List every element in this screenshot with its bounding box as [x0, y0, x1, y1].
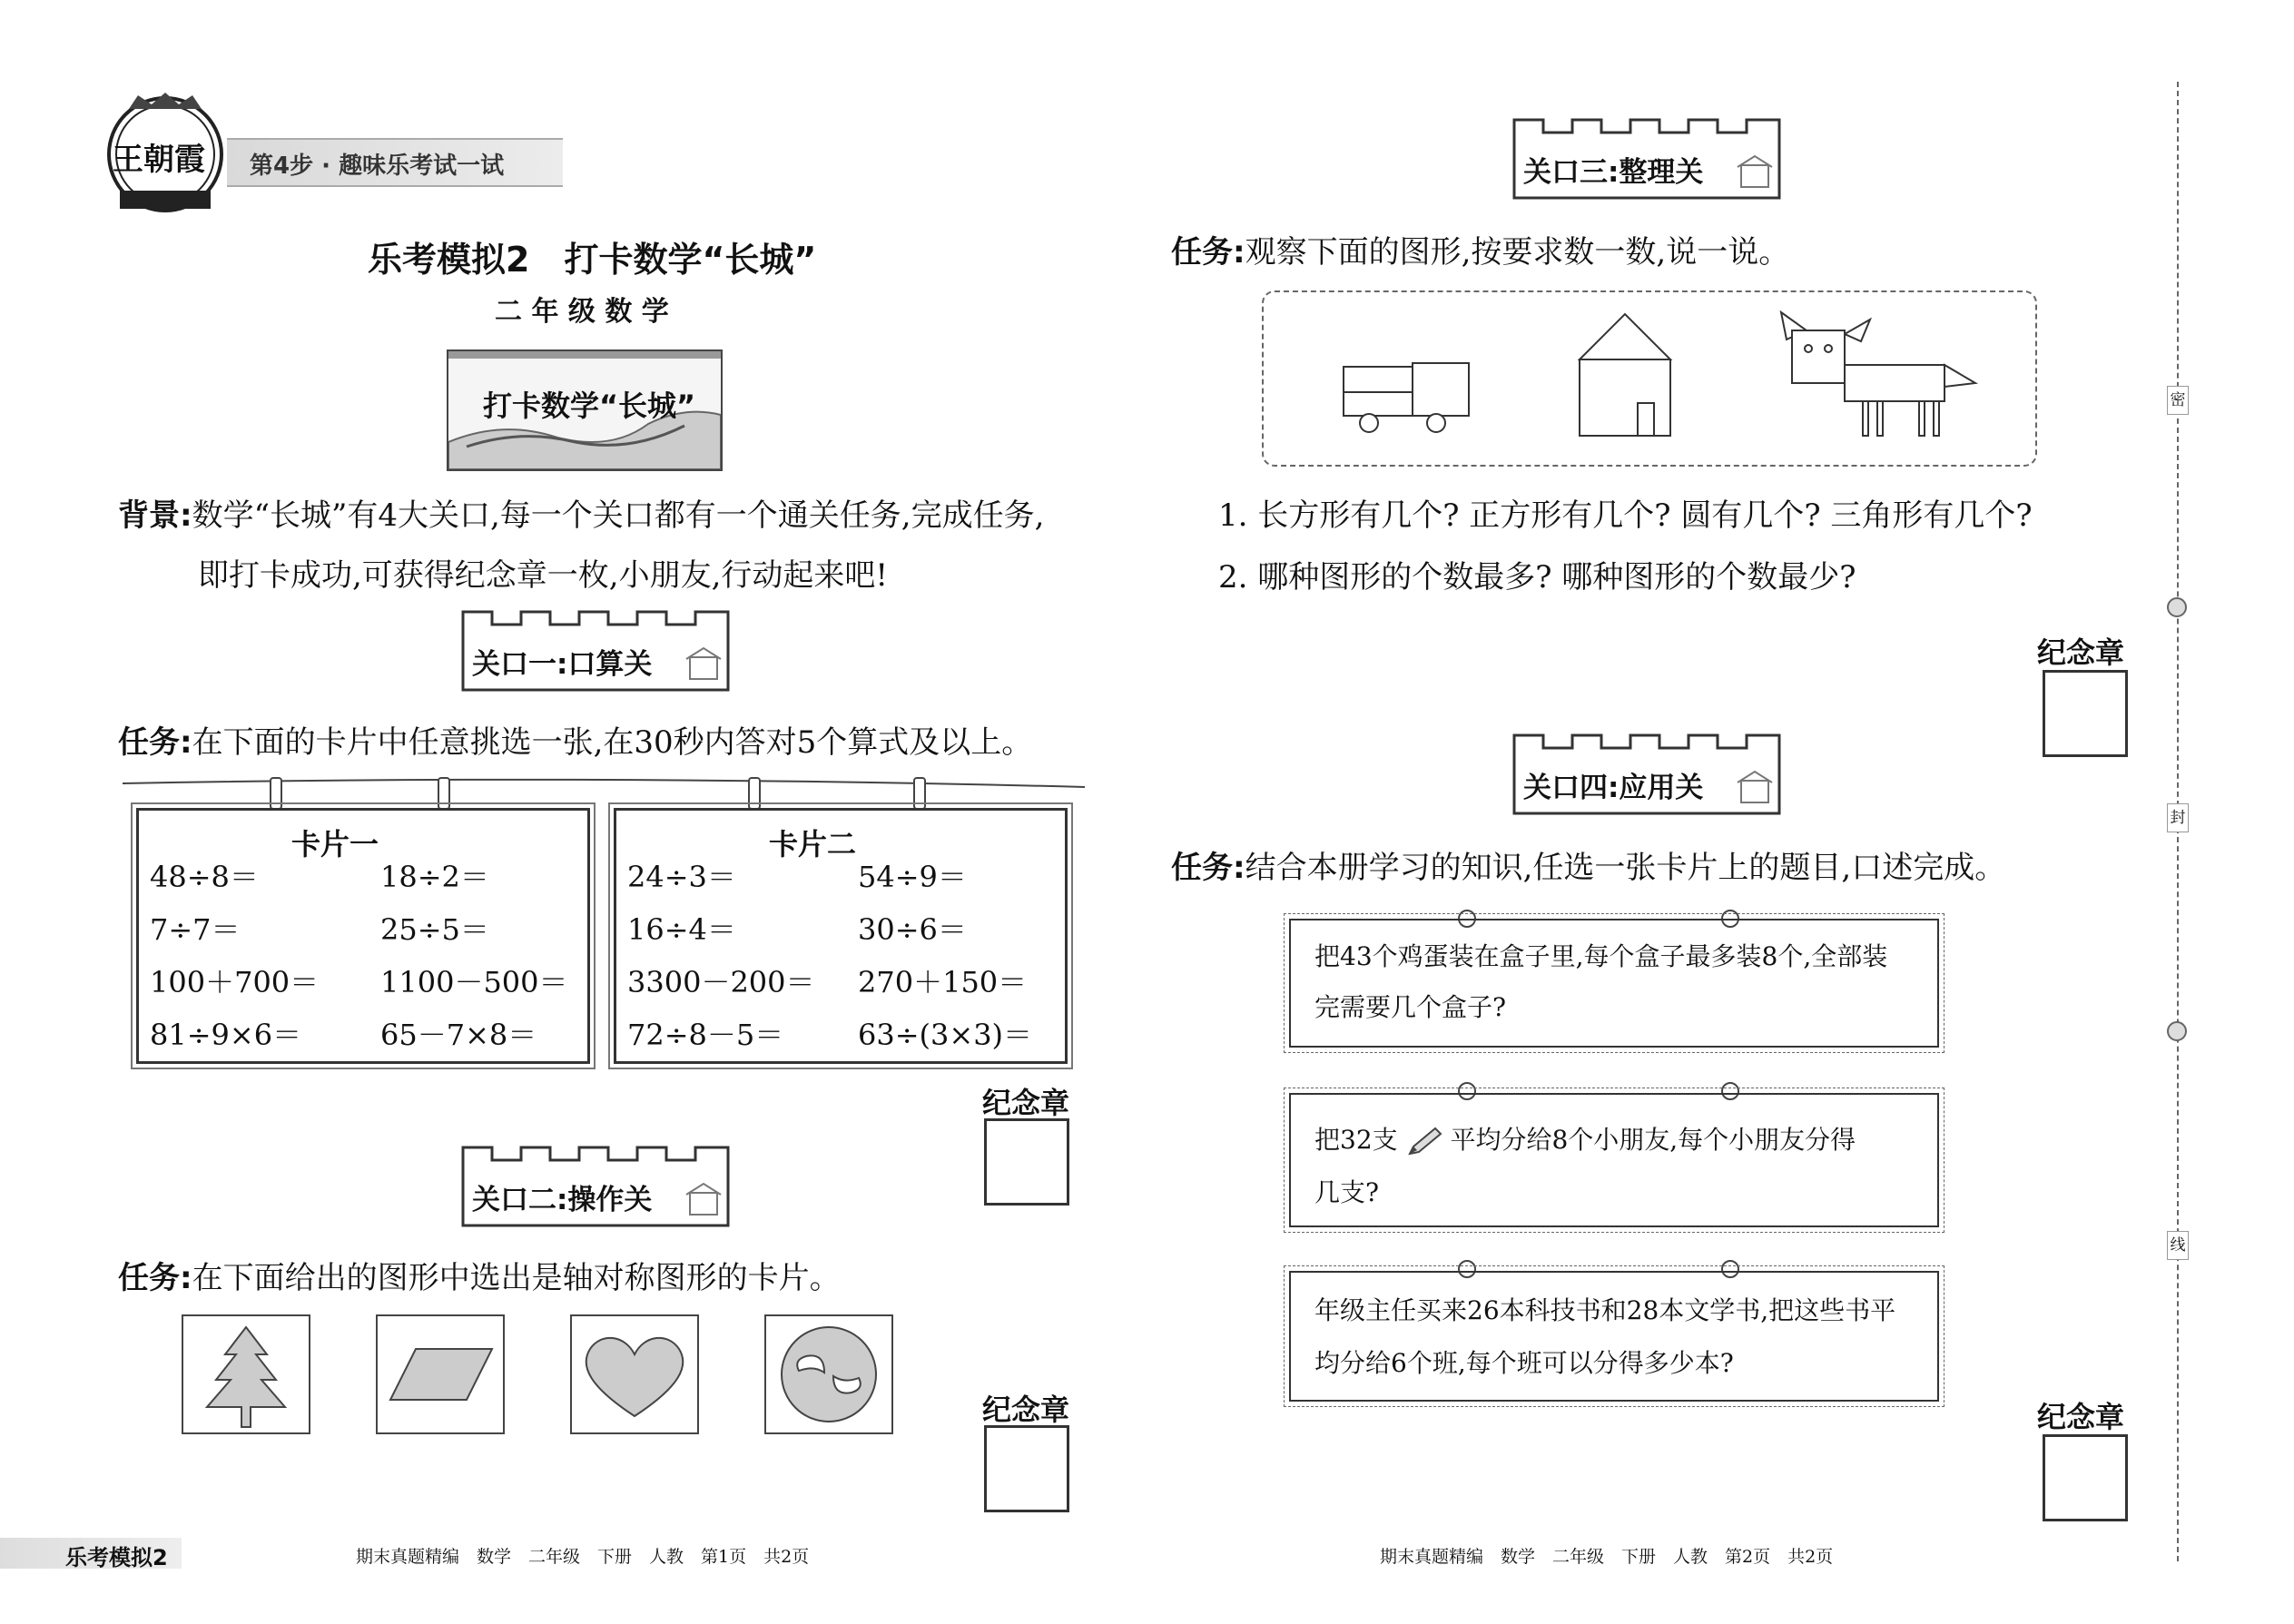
card-2[interactable]	[614, 808, 1068, 1064]
gate-3-task-text: 观察下面的图形,按要求数一数,说一说。	[1245, 234, 1790, 271]
card-2-eq: 30÷6＝	[858, 912, 967, 947]
background-line-1: 数学“长城”有4大关口,每一个关口都有一个通关任务,完成任务,	[192, 497, 1045, 534]
card-1-title: 卡片一	[291, 827, 379, 861]
gate-3-task-label: 任务:	[1171, 234, 1245, 271]
gate-1-task-text: 在下面的卡片中任意挑选一张,在30秒内答对5个算式及以上。	[192, 724, 1033, 761]
seal-label-feng: 封	[2167, 803, 2189, 832]
problem-card-2[interactable]	[1289, 1093, 1939, 1227]
great-wall-banner	[447, 349, 723, 471]
logo-text: 王朝霞	[113, 142, 205, 178]
card-2-eq: 3300－200＝	[627, 965, 815, 999]
card-2-eq: 54÷9＝	[858, 860, 967, 894]
gate-2-label: 关口二:操作关	[472, 1184, 653, 1216]
tree-shape-icon	[183, 1316, 309, 1432]
problem-2-post: 平均分给8个小朋友,每个小朋友分得	[1450, 1125, 1856, 1155]
footer-tag-box	[0, 1538, 182, 1569]
background-paragraph	[118, 490, 1044, 535]
question-1: 1. 长方形有几个? 正方形有几个? 圆有几个? 三角形有几个?	[1218, 497, 2033, 534]
gate-4-task-text: 结合本册学习的知识,任选一张卡片上的题目,口述完成。	[1245, 850, 2006, 886]
stamp-3-label: 纪念章	[2037, 635, 2125, 670]
seal-label-mi: 密	[2167, 386, 2189, 415]
background-line-2: 即打卡成功,可获得纪念章一枚,小朋友,行动起来吧!	[198, 557, 889, 594]
gate-4-box	[1512, 733, 1781, 815]
card-1-eq: 18÷2＝	[380, 860, 489, 894]
gate-2-task	[118, 1253, 841, 1297]
footer-right-text: 期末真题精编 数学 二年级 下册 人教 第2页 共2页	[1380, 1547, 1834, 1567]
problem-card-3[interactable]	[1289, 1271, 1939, 1402]
gate-3-task	[1171, 227, 1789, 271]
stamp-2-label: 纪念章	[982, 1393, 1070, 1427]
gate-4-task	[1171, 842, 2005, 887]
card-2-eq: 24÷3＝	[627, 860, 736, 894]
problem-2-line-2: 几支?	[1314, 1177, 1380, 1207]
circle-pattern-shape-icon	[766, 1316, 891, 1432]
house-shape	[1580, 314, 1670, 436]
parallelogram-shape-icon	[378, 1316, 503, 1432]
heart-shape-icon	[572, 1316, 697, 1432]
binding-hole	[2167, 1021, 2187, 1041]
stamp-3-box	[2043, 670, 2128, 757]
composite-figures-icon	[1264, 292, 2035, 465]
shape-card-tree[interactable]	[182, 1314, 310, 1434]
card-1-eq: 48÷8＝	[150, 860, 259, 894]
card-1[interactable]	[136, 808, 590, 1064]
card-2-eq: 63÷(3×3)＝	[858, 1018, 1033, 1052]
gate-2-task-label: 任务:	[118, 1260, 192, 1296]
question-2: 2. 哪种图形的个数最多? 哪种图形的个数最少?	[1218, 559, 1856, 595]
problem-3-line-1: 年级主任买来26本科技书和28本文学书,把这些书平	[1314, 1295, 1896, 1325]
page-subtitle: 二 年 级 数 学	[495, 296, 669, 328]
card-2-eq: 16÷4＝	[627, 912, 736, 947]
stamp-4-box	[2043, 1434, 2128, 1521]
card-1-eq: 100＋700＝	[150, 965, 320, 999]
problem-2-line-1	[1314, 1113, 1856, 1167]
card-2-title: 卡片二	[769, 827, 857, 861]
card-1-eq: 1100－500＝	[380, 965, 568, 999]
pencil-icon	[1406, 1127, 1442, 1157]
footer-tag: 乐考模拟2	[65, 1545, 168, 1570]
footer-left-text: 期末真题精编 数学 二年级 下册 人教 第1页 共2页	[356, 1547, 810, 1567]
animal-shape	[1781, 312, 1975, 436]
gate-1-label: 关口一:口算关	[472, 648, 653, 681]
binding-hole	[2167, 597, 2187, 617]
shape-card-circle[interactable]	[764, 1314, 893, 1434]
gate-2-task-text: 在下面给出的图形中选出是轴对称图形的卡片。	[192, 1260, 841, 1296]
problem-1-line-1: 把43个鸡蛋装在盒子里,每个盒子最多装8个,全部装	[1314, 941, 1888, 971]
gate-4-task-label: 任务:	[1171, 850, 1245, 886]
problem-2-pre: 把32支	[1314, 1125, 1398, 1155]
stamp-4-label: 纪念章	[2037, 1400, 2125, 1434]
shape-card-heart[interactable]	[570, 1314, 699, 1434]
gate-4-label: 关口四:应用关	[1523, 772, 1704, 804]
problem-3-line-2: 均分给6个班,每个班可以分得多少本?	[1314, 1348, 1734, 1378]
publisher-logo	[102, 91, 229, 218]
gate-1-task	[118, 717, 1032, 762]
stamp-1-box	[984, 1118, 1069, 1206]
seal-label-xian: 线	[2167, 1231, 2189, 1260]
background-label: 背景:	[118, 497, 192, 534]
card-1-eq: 65－7×8＝	[380, 1018, 537, 1052]
stamp-1-label: 纪念章	[982, 1086, 1070, 1120]
step-banner	[227, 138, 563, 187]
card-1-eq: 7÷7＝	[150, 912, 241, 947]
problem-1-line-2: 完需要几个盒子?	[1314, 992, 1507, 1022]
card-2-eq: 270＋150＝	[858, 965, 1028, 999]
stamp-2-box	[984, 1425, 1069, 1512]
figure-panel	[1262, 290, 2037, 467]
card-1-eq: 25÷5＝	[380, 912, 489, 947]
gate-3-label: 关口三:整理关	[1523, 156, 1704, 189]
card-1-eq: 81÷9×6＝	[150, 1018, 302, 1052]
gate-1-task-label: 任务:	[118, 724, 192, 761]
shape-card-parallelogram[interactable]	[376, 1314, 505, 1434]
step-text: 第4步 · 趣味乐考试一试	[250, 153, 505, 180]
banner-text: 打卡数学“长城”	[483, 389, 696, 423]
card-2-eq: 72÷8－5＝	[627, 1018, 784, 1052]
gate-3-box	[1512, 118, 1781, 200]
gate-2-box	[461, 1146, 730, 1227]
gate-1-box	[461, 610, 730, 692]
page-title: 乐考模拟2 打卡数学“长城”	[368, 240, 817, 280]
problem-card-1[interactable]	[1289, 919, 1939, 1048]
